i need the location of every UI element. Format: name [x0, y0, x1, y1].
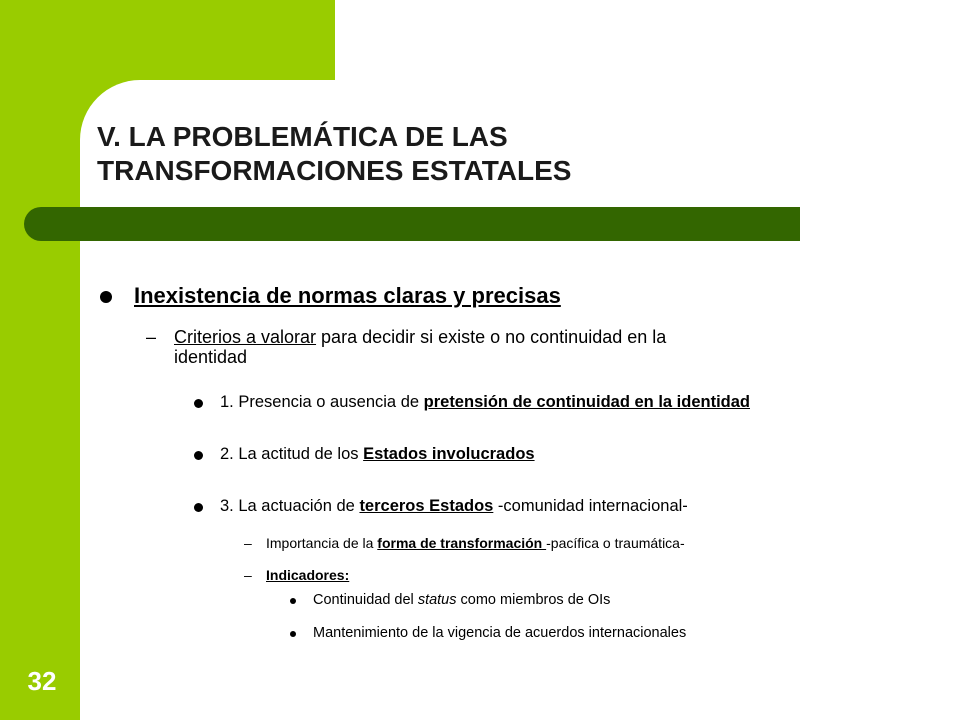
indicator-2-text: Mantenimiento de la vigencia de acuerdos internacionales — [313, 625, 687, 641]
dash-icon: – — [244, 535, 252, 551]
slide-number: 32 — [27, 666, 57, 696]
bullet-dot-icon — [194, 451, 203, 460]
sub-point-criterios — [146, 327, 866, 367]
item-2-prefix: 2. La actitud de los — [220, 445, 364, 463]
bullet-main-text: Inexistencia de normas claras y precisas — [134, 283, 561, 308]
criterios-rest-line2: identidad — [174, 347, 248, 367]
title-line-2: TRANSFORMACIONES ESTATALES — [97, 155, 572, 186]
criterios-rest: para decidir si existe o no continuidad en la — [316, 327, 667, 347]
list-item-3 — [194, 497, 688, 516]
title-line-1: V. LA PROBLEMÁTICA DE LAS — [97, 121, 508, 152]
bullet-main — [100, 283, 561, 309]
indicadores-heading: Indicadores: — [266, 567, 350, 583]
indicator-1-prefix: Continuidad del — [313, 592, 418, 608]
bullet-dot-icon — [290, 631, 296, 637]
sub-item-1-suffix: -pacífica o traumática- — [546, 535, 685, 551]
indicator-1-italic: status — [417, 592, 457, 608]
list-item-1 — [194, 393, 750, 412]
item-3-suffix: -comunidad internacional- — [493, 497, 688, 515]
sub-item-importancia — [244, 535, 685, 551]
item-1-emphasis: pretensión de continuidad en la identidad — [423, 393, 750, 411]
bullet-dot-icon — [194, 503, 203, 512]
dash-icon: – — [146, 327, 157, 347]
indicator-item-2 — [290, 625, 686, 641]
dash-icon: – — [244, 567, 252, 583]
indicator-1-suffix: como miembros de OIs — [456, 592, 611, 608]
sub-item-1-emphasis: forma de transformación — [377, 535, 547, 551]
title-divider-bar — [24, 207, 800, 241]
slide-title — [97, 120, 797, 188]
sub-item-1-prefix: Importancia de la — [266, 535, 378, 551]
top-green-band — [0, 0, 335, 80]
sub-point-text — [174, 327, 666, 367]
bullet-dot-icon — [194, 399, 203, 408]
item-3-prefix: 3. La actuación de — [220, 497, 360, 515]
list-item-2 — [194, 445, 535, 464]
item-1-prefix: 1. Presencia o ausencia de — [220, 393, 424, 411]
sub-item-indicadores — [244, 567, 349, 583]
bullet-dot-icon — [100, 291, 112, 303]
left-green-band — [0, 0, 80, 720]
item-2-emphasis: Estados involucrados — [363, 445, 535, 463]
criterios-link-text: Criterios a valorar — [174, 327, 317, 347]
item-3-emphasis: terceros Estados — [359, 497, 494, 515]
bullet-dot-icon — [290, 598, 296, 604]
indicator-item-1 — [290, 592, 610, 608]
